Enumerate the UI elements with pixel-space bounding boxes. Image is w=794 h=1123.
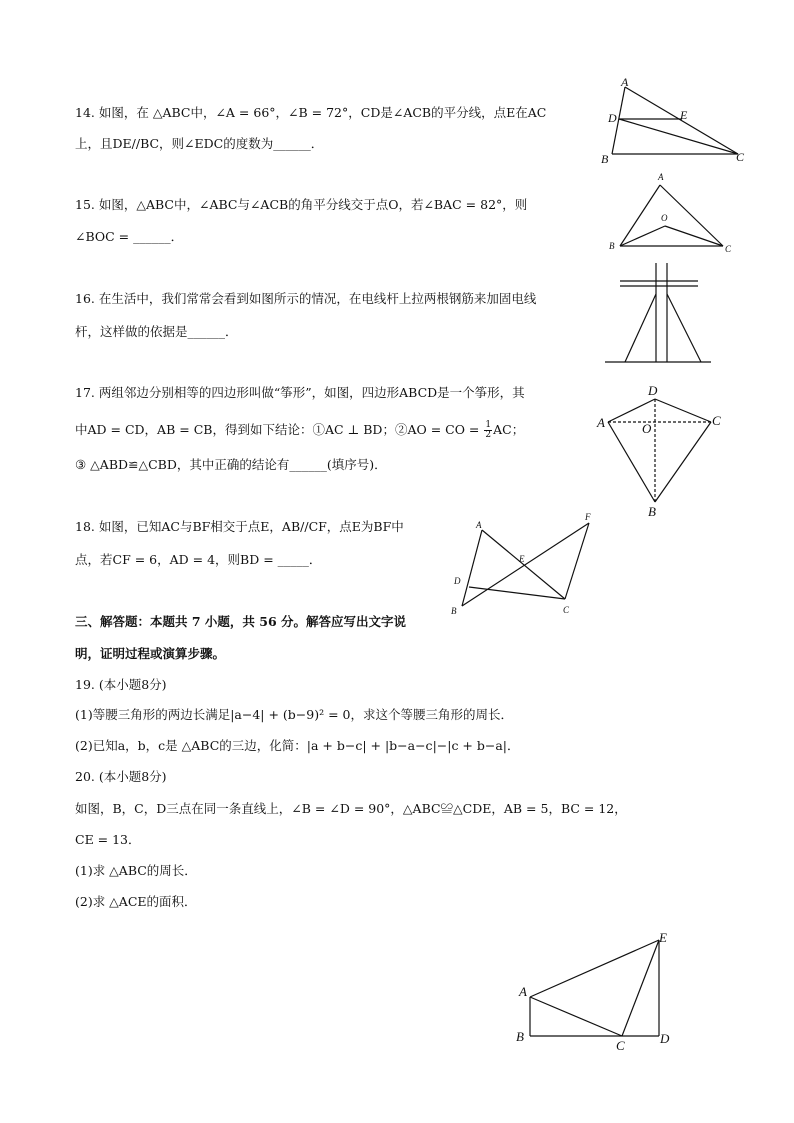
q17-line-cd bbox=[655, 399, 711, 422]
q14-label-c: C bbox=[736, 150, 745, 164]
q17-line3: ③ △ABD≌△CBD，其中正确的结论有______(填序号)． bbox=[75, 457, 387, 472]
q18-line-dc bbox=[469, 587, 565, 599]
q14-label-d: D bbox=[608, 111, 617, 125]
q16-line1: 16. 在生活中，我们常常会看到如图所示的情况，在电线杆上拉两根钢筋来加固电线 bbox=[75, 291, 537, 306]
q15-label-b: B bbox=[609, 241, 615, 251]
section3-heading-line1: 三、解答题：本题共 7 小题，共 56 分。解答应写出文字说 bbox=[75, 614, 407, 629]
q20-label-d: D bbox=[660, 1031, 670, 1046]
q14-label-e: E bbox=[680, 108, 688, 122]
q17-line-ad bbox=[608, 399, 655, 422]
q15-line-co bbox=[665, 226, 723, 246]
q19-part2: (2)已知a，b，c是 △ABC的三边，化简：|a + b−c| + |b−a−c|−|c + b−a|． bbox=[75, 738, 520, 753]
q18-line2: 点，若CF = 6，AD = 4，则BD = _____． bbox=[75, 552, 322, 567]
q18-label-b: B bbox=[451, 606, 457, 616]
q15-line1: 15. 如图，△ABC中，∠ABC与∠ACB的角平分线交于点O，若∠BAC = 82°，则 bbox=[75, 197, 528, 212]
q18-label-f: F bbox=[585, 512, 591, 522]
q16-figure bbox=[603, 260, 713, 370]
q18-label-d: D bbox=[454, 576, 461, 586]
q20-label-a: A bbox=[519, 984, 527, 999]
q20-label-b: B bbox=[516, 1029, 524, 1044]
section3-heading-line2: 明，证明过程或演算步骤。 bbox=[75, 646, 226, 661]
q20-part2: (2)求 △ACE的面积． bbox=[75, 894, 197, 909]
q17-line2 bbox=[75, 421, 524, 440]
q15-figure bbox=[605, 170, 745, 260]
q20-line1: 如图，B，C，D三点在同一条直线上，∠B = ∠D = 90°，△ABC≌△CDE，AB = 5，BC = 12， bbox=[75, 801, 627, 816]
q14-line2: 上，且DE//BC，则∠EDC的度数为______． bbox=[75, 136, 324, 151]
q20-label-c: C bbox=[616, 1038, 625, 1053]
q17-line1: 17. 两组邻边分别相等的四边形叫做“筝形”，如图，四边形ABCD是一个筝形，其 bbox=[75, 385, 525, 400]
q20-line2: CE = 13． bbox=[75, 832, 141, 847]
q18-figure bbox=[445, 510, 605, 620]
q17-label-o: O bbox=[642, 421, 652, 436]
q20-part1: (1)求 △ABC的周长． bbox=[75, 863, 197, 878]
q15-label-c: C bbox=[725, 244, 732, 254]
q16-line2: 杆，这样做的依据是______． bbox=[75, 324, 238, 339]
q19-header: 19. (本小题8分) bbox=[75, 677, 167, 692]
q20-line-ac bbox=[530, 997, 622, 1036]
q17-figure bbox=[595, 380, 725, 520]
q17-label-d: D bbox=[648, 383, 658, 398]
q14-label-b: B bbox=[601, 152, 609, 166]
q18-label-e: E bbox=[519, 554, 525, 564]
q17-frac-num: 1 bbox=[485, 420, 492, 430]
q18-line-ac bbox=[482, 530, 565, 599]
q17-label-a: A bbox=[597, 415, 605, 430]
q16-wire-left bbox=[625, 294, 656, 362]
q18-label-a: A bbox=[476, 520, 482, 530]
q14-line-dc bbox=[619, 119, 738, 154]
q15-label-o: O bbox=[661, 213, 668, 223]
q17-line2-start: 中AD = CD，AB = CB，得到如下结论：①AC ⊥ BD；②AO = CO = bbox=[75, 422, 484, 437]
q17-line2-end: AC； bbox=[493, 422, 525, 437]
q18-line1: 18. 如图，已知AC与BF相交于点E，AB//CF，点E为BF中 bbox=[75, 519, 404, 534]
q20-line-ae bbox=[530, 940, 659, 997]
q16-wire-right bbox=[667, 294, 701, 362]
q19-part1: (1)等腰三角形的两边长满足|a−4| + (b−9)² = 0，求这个等腰三角形的周长． bbox=[75, 707, 513, 722]
q17-line-cb bbox=[655, 422, 711, 502]
q18-label-c: C bbox=[563, 605, 570, 615]
q17-label-c: C bbox=[712, 413, 721, 428]
q15-line-ac bbox=[660, 185, 723, 246]
q14-figure bbox=[595, 75, 755, 165]
q18-line-fc bbox=[565, 523, 589, 599]
q15-label-a: A bbox=[658, 172, 664, 182]
q20-label-e: E bbox=[659, 930, 667, 945]
q17-label-b: B bbox=[648, 504, 656, 519]
q15-line2: ∠BOC = ______． bbox=[75, 229, 184, 244]
q20-figure bbox=[510, 925, 690, 1055]
q20-header: 20. (本小题8分) bbox=[75, 769, 167, 784]
q17-fraction bbox=[484, 421, 492, 440]
q14-line1: 14. 如图，在 △ABC中，∠A = 66°，∠B = 72°，CD是∠ACB的平分线，点E在AC bbox=[75, 105, 547, 120]
q17-frac-den: 2 bbox=[485, 430, 492, 440]
q14-label-a: A bbox=[621, 75, 629, 89]
